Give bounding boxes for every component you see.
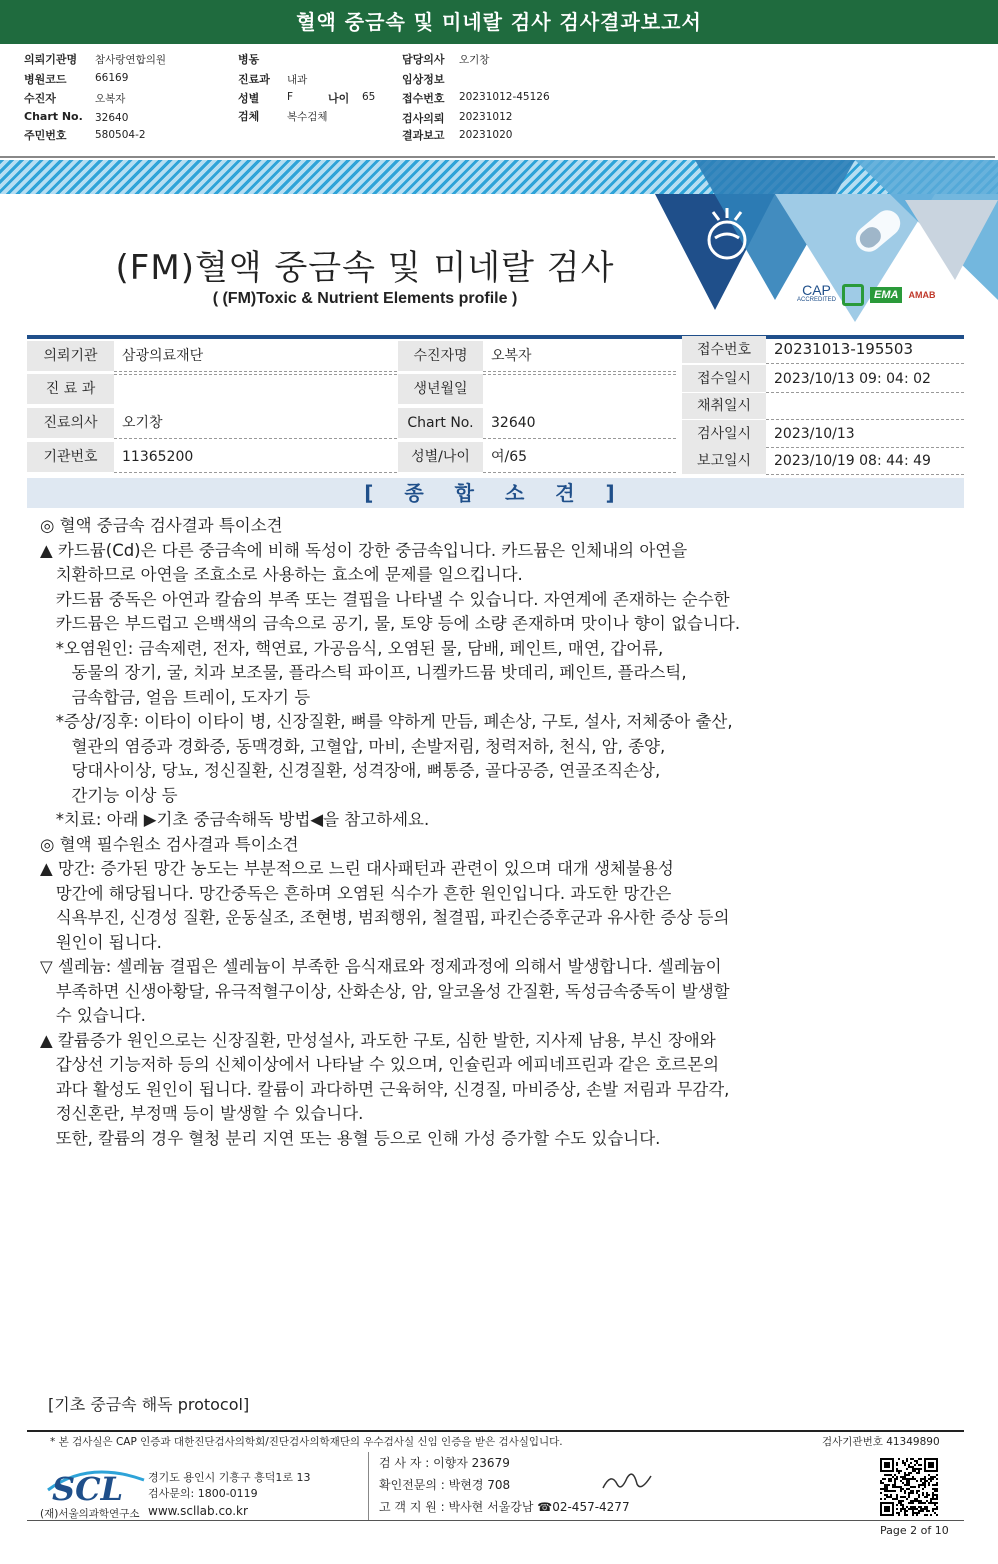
body-line: 치환하므로 아연을 조효소로 사용하는 효소에 문제를 일으킵니다. <box>40 565 523 584</box>
info-label: 성별/나이 <box>398 442 483 473</box>
body-line: 원인이 됩니다. <box>40 932 162 952</box>
body-line: ◎ 혈액 필수원소 검사결과 특이소견 <box>40 834 299 854</box>
info-label: 진 료 과 <box>27 374 114 405</box>
body-line: 망간에 해당됩니다. 망간중독은 흔하며 오염된 식수가 흔한 원인입니다. 과도한 망간은 <box>40 883 672 903</box>
header-label: Chart No. <box>24 110 83 123</box>
tester-line: 검 사 자 : 이향자 23679 <box>379 1456 510 1470</box>
header-value: 오복자 <box>95 93 126 105</box>
body-line: ▲ 망간: 증가된 망간 농도는 부분적으로 느린 대사패턴과 관련이 있으며 대개 생체불용성 <box>40 859 674 878</box>
info-label: 기관번호 <box>27 442 114 473</box>
info-label: 의뢰기관 <box>27 341 114 372</box>
body-line: 수 있습니다. <box>40 1006 146 1025</box>
signature-mark <box>599 1470 659 1496</box>
body-line: ◎ 혈액 중금속 검사결과 특이소견 <box>40 516 283 535</box>
address-line: 경기도 용인시 기흥구 흥덕1로 13 <box>148 1471 311 1484</box>
info-label: 생년월일 <box>398 374 483 405</box>
registration-number: 검사기관번호 41349890 <box>822 1436 940 1448</box>
lm-logo-icon <box>842 284 864 306</box>
header-label: 접수번호 <box>402 92 445 105</box>
header-block <box>0 48 998 160</box>
header-label: 나이 <box>328 92 350 105</box>
body-line: ▲ 칼륨증가 원인으로는 신장질환, 만성설사, 과도한 구토, 심한 발한, 지사제 남용, 부신 장애와 <box>40 1030 716 1050</box>
info-label: 보고일시 <box>682 447 766 475</box>
info-value: 32640 <box>483 408 676 439</box>
cap-text: CAP <box>802 282 831 298</box>
page-title: (FM)혈액 중금속 및 미네랄 검사 <box>115 248 615 288</box>
body-line: 갑상선 기능저하 등의 신체이상에서 나타날 수 있으며, 인슐린과 에피네프린과 같은 호르몬의 <box>40 1055 720 1074</box>
header-value: 580504-2 <box>95 129 146 141</box>
body-line: 부족하면 신생아황달, 유극적혈구이상, 산화손상, 암, 알코올성 간질환, 독성금속중독이 발생할 <box>40 981 730 1001</box>
header-value: 32640 <box>95 112 129 124</box>
info-value: 20231013-195503 <box>766 334 964 364</box>
report-title: 혈액 중금속 및 미네랄 검사 검사결과보고서 <box>0 0 998 44</box>
header-value: 20231012 <box>459 111 513 123</box>
body-line: 과다 활성도 원인이 됩니다. 칼륨이 과다하면 근육허약, 신경질, 마비증상, 손발 저림과 무감각, <box>40 1079 730 1099</box>
body-line: ▲ 카드뮴(Cd)은 다른 중금속에 비해 독성이 강한 중금속입니다. 카드뮴은 인체내의 아연을 <box>40 540 688 560</box>
info-value: 2023/10/13 <box>766 420 964 448</box>
header-label: 주민번호 <box>24 129 67 142</box>
header-label: 담당의사 <box>402 53 445 66</box>
header-value: 66169 <box>95 72 129 84</box>
info-label: 접수일시 <box>682 365 766 393</box>
info-value <box>483 374 676 375</box>
info-value <box>114 374 397 375</box>
info-label: 접수번호 <box>682 336 766 364</box>
body-line: ▽ 셀레늄: 셀레늄 결핍은 셀레늄이 부족한 음식재료와 정제과정에 의해서 발생합니다. 셀레늄이 <box>40 957 722 976</box>
info-value <box>766 393 964 420</box>
website-link[interactable]: www.scllab.co.kr <box>148 1504 248 1518</box>
info-label: 진료의사 <box>27 408 114 439</box>
footer-bottom-line <box>27 1520 964 1521</box>
header-label: 병원코드 <box>24 73 67 86</box>
summary-heading: [ 종 합 소 견 ] <box>27 478 964 508</box>
info-value: 2023/10/19 08: 44: 49 <box>766 447 964 475</box>
header-value: 오기창 <box>459 54 490 66</box>
support-line: 고 객 지 원 : 박사현 서울강남 ☎02-457-4277 <box>379 1500 630 1514</box>
info-value: 오복자 <box>483 341 676 372</box>
footer-note: * 본 검사실은 CAP 인증과 대한진단검사의학회/진단검사의학재단의 우수검사실 신임 인증을 받은 검사실입니다. <box>50 1436 563 1448</box>
protocol-heading: [기초 중금속 해독 protocol] <box>48 1395 250 1414</box>
header-label: 임상정보 <box>402 73 445 86</box>
header-value: 20231020 <box>459 129 513 141</box>
header-label: 결과보고 <box>402 129 445 142</box>
header-label: 의뢰기관명 <box>24 53 78 66</box>
ema-logo: EMA <box>870 287 902 303</box>
header-label: 병동 <box>238 53 260 66</box>
header-label: 검체 <box>238 110 260 123</box>
body-line: *치료: 아래 ▶기초 중금속해독 방법◀을 참고하세요. <box>40 810 430 829</box>
body-line: 동물의 장기, 굴, 치과 보조물, 플라스틱 파이프, 니켈카드뮴 밧데리, 페인트, 플라스틱, <box>40 663 687 682</box>
header-value: 20231012-45126 <box>459 91 550 103</box>
info-value: 여/65 <box>483 442 676 473</box>
amab-logo: AMAB <box>908 290 936 300</box>
scl-logo-text: SCL <box>52 1470 124 1508</box>
phone-line: 검사문의: 1800-0119 <box>148 1487 258 1500</box>
certification-logos <box>797 284 935 306</box>
qr-code <box>880 1458 938 1516</box>
scl-org-name: (재)서울의과학연구소 <box>40 1508 140 1520</box>
header-value: 65 <box>362 91 376 103</box>
info-label: 채취일시 <box>682 393 766 420</box>
header-label: 진료과 <box>238 73 270 86</box>
info-value: 삼광의료재단 <box>114 341 397 372</box>
body-line: 또한, 칼륨의 경우 혈청 분리 지연 또는 용혈 등으로 인해 가성 증가할 수도 있습니다. <box>40 1128 661 1148</box>
specialist-line: 확인전문의 : 박현경 708 <box>379 1478 511 1492</box>
header-value: 내과 <box>287 74 308 86</box>
info-label: 수진자명 <box>398 341 483 372</box>
page-subtitle: ( (FM)Toxic & Nutrient Elements profile ) <box>212 290 518 307</box>
body-line: 카드뮴 중독은 아연과 칼슘의 부족 또는 결핍을 나타낼 수 있습니다. 자연계에 존재하는 순수한 <box>40 589 730 609</box>
body-line: 정신혼란, 부정맥 등이 발생할 수 있습니다. <box>40 1104 364 1123</box>
header-value: 참사랑연합의원 <box>95 54 167 66</box>
cap-logo <box>797 282 837 305</box>
header-label: 검사의뢰 <box>402 112 445 125</box>
page-number: Page 2 of 10 <box>880 1524 949 1537</box>
header-value: 복수검체 <box>287 111 328 123</box>
body-line: 금속합금, 얼음 트레이, 도자기 등 <box>40 687 311 707</box>
summary-body <box>40 514 940 1151</box>
info-value: 2023/10/13 09: 04: 02 <box>766 365 964 393</box>
body-line: *증상/징후: 이타이 이타이 병, 신장질환, 뼈를 약하게 만듬, 폐손상, 구토, 설사, 저체중아 출산, <box>40 712 733 731</box>
body-line: 간기능 이상 등 <box>40 785 178 805</box>
header-label: 성별 <box>238 92 260 105</box>
header-label: 수진자 <box>24 92 56 105</box>
cap-sub-text: ACCREDITED <box>797 297 837 303</box>
info-value: 오기창 <box>114 408 397 439</box>
body-line: 당대사이상, 당뇨, 정신질환, 신경질환, 성격장애, 뼈통증, 골다공증, 연골조직손상, <box>40 761 661 780</box>
header-divider <box>0 150 995 158</box>
info-label: Chart No. <box>398 408 483 439</box>
info-value: 11365200 <box>114 442 397 473</box>
info-label: 검사일시 <box>682 420 766 448</box>
signature-box <box>368 1452 848 1520</box>
body-line: 혈관의 염증과 경화증, 동맥경화, 고혈압, 마비, 손발저림, 청력저하, 천식, 암, 종양, <box>40 736 666 756</box>
scl-address <box>148 1470 311 1502</box>
body-line: 카드뮴은 부드럽고 은백색의 금속으로 공기, 물, 토양 등에 소량 존재하며 맛이나 향이 없습니다. <box>40 614 741 633</box>
footer-divider <box>27 1430 964 1432</box>
body-line: *오염원인: 금속제련, 전자, 핵연료, 가공음식, 오염된 물, 담배, 페인트, 매연, 갑어류, <box>40 638 664 658</box>
header-value: F <box>287 91 294 103</box>
body-line: 식욕부진, 신경성 질환, 운동실조, 조현병, 범죄행위, 철결핍, 파킨슨증후군과 유사한 증상 등의 <box>40 908 730 927</box>
